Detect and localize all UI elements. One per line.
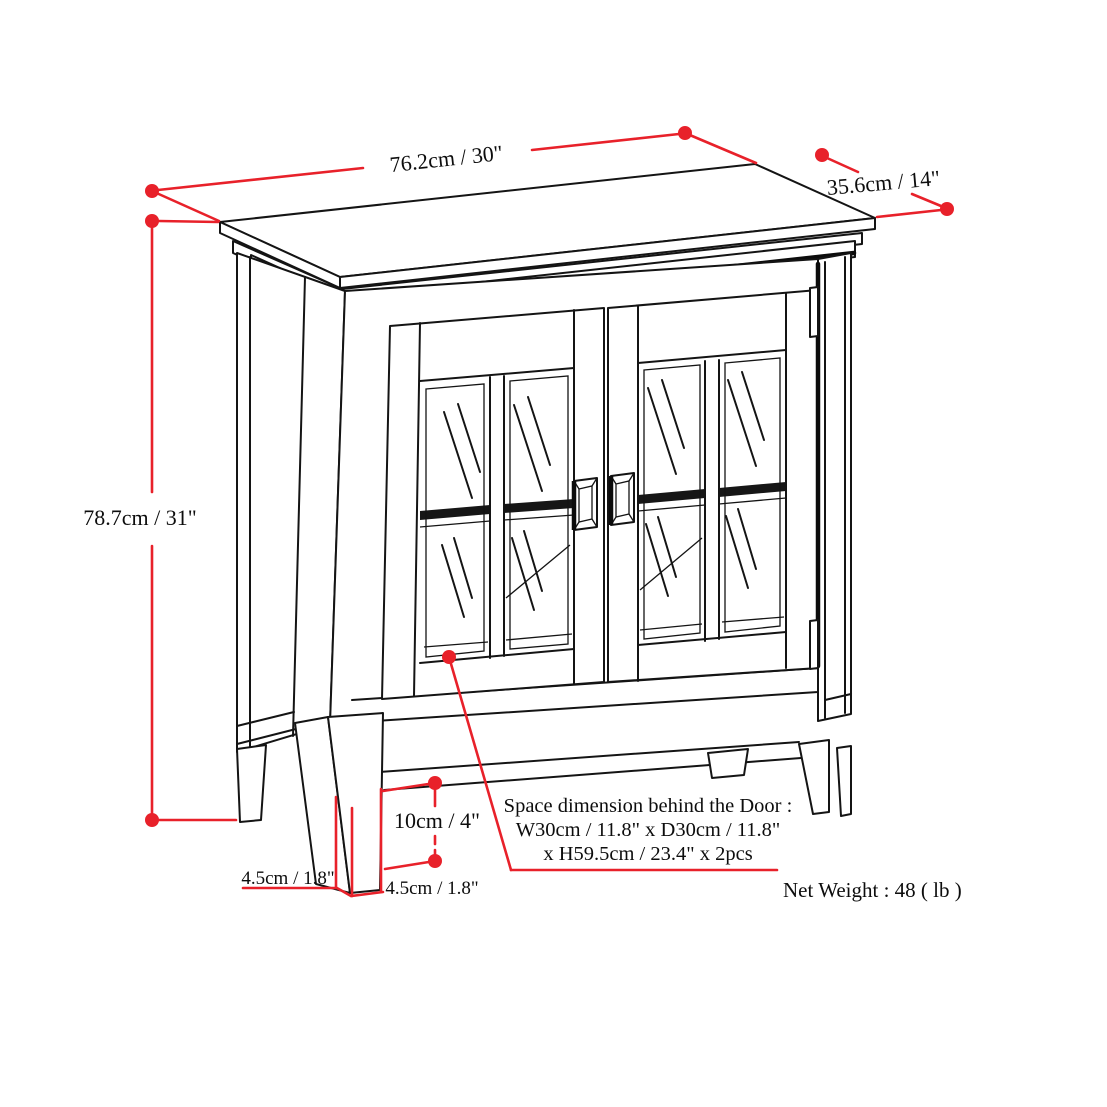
- leg-height-dimension: [383, 776, 480, 869]
- right-side-panel: [818, 253, 851, 721]
- depth-label: 35.6cm / 14": [825, 165, 941, 200]
- right-door-handle: [611, 473, 634, 525]
- foot-left-label: 4.5cm / 1.8": [241, 868, 335, 889]
- front-right-leg: [799, 740, 829, 814]
- height-dimension: [83, 214, 236, 827]
- rear-left-leg: [237, 745, 266, 822]
- height-label: 78.7cm / 31": [83, 505, 197, 530]
- rear-right-leg: [837, 746, 851, 816]
- space-note-line3: x H59.5cm / 23.4" x 2pcs: [543, 843, 753, 865]
- leg-height-label: 10cm / 4": [394, 808, 480, 833]
- bottom-hinge: [810, 620, 818, 669]
- space-note-line2: W30cm / 11.8" x D30cm / 11.8": [515, 819, 781, 841]
- top-hinge: [810, 287, 818, 337]
- foot-right-label: 4.5cm / 1.8": [385, 878, 479, 899]
- left-door-handle: [574, 478, 597, 530]
- space-note-line1: Space dimension behind the Door :: [503, 795, 793, 817]
- net-weight-label: Net Weight : 48 ( lb ): [783, 878, 962, 902]
- width-label: 76.2cm / 30": [388, 139, 504, 178]
- center-rear-foot: [708, 749, 748, 778]
- left-side-panel: [237, 253, 345, 752]
